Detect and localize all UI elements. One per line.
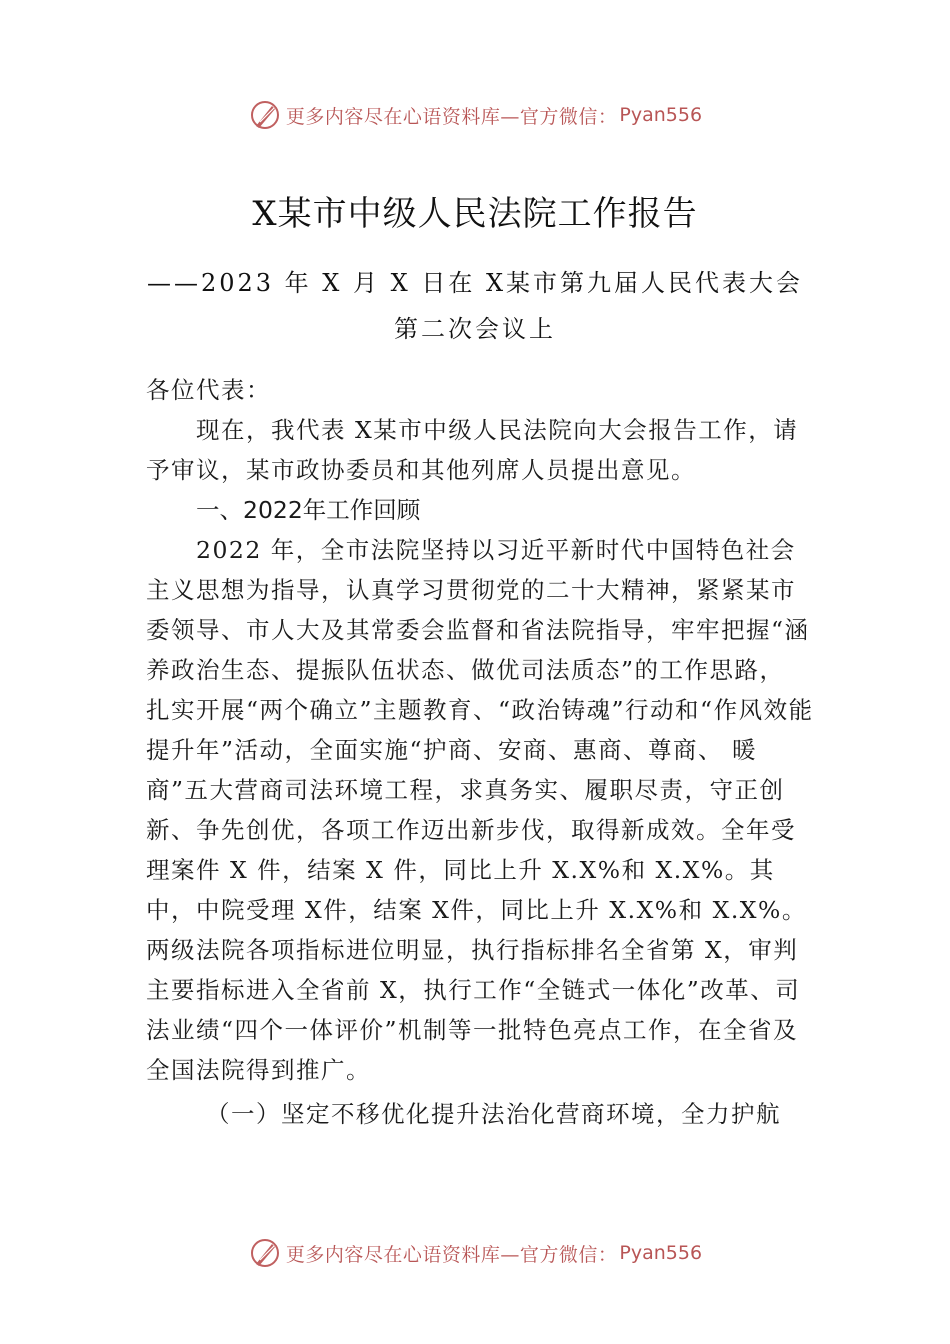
quill-logo-icon — [248, 98, 282, 132]
intro-paragraph: 现在，我代表 X某市中级人民法院向大会报告工作，请予审议，某市政协委员和其他列席人员提出意见。 — [146, 416, 799, 484]
document-title: X某市中级人民法院工作报告 — [252, 194, 698, 234]
subsection-heading: （一）坚定不移优化提升法治化营商环境，全力护航 — [206, 1100, 781, 1128]
footer-banner — [0, 1233, 950, 1273]
header-banner — [0, 95, 950, 135]
banner-wechat-id: Pyan556 — [619, 1242, 703, 1264]
banner-wechat-id: Pyan556 — [619, 104, 703, 126]
document-body — [146, 370, 814, 1134]
document-subtitle: ——2023 年 X 月 X 日在 X某市第九届人民代表大会第二次会议上 — [146, 269, 804, 343]
section-heading: 一、2022年工作回顾 — [196, 496, 421, 524]
salutation: 各位代表： — [146, 376, 271, 404]
banner-text: 更多内容尽在心语资料库—官方微信： — [285, 105, 618, 128]
body-paragraph: 2022 年，全市法院坚持以习近平新时代中国特色社会主义思想为指导，认真学习贯彻党的二十大精神，紧紧某市委领导、市人大及其常委会监督和省法院指导，牢牢把握“涵养政治生态、提振队伍状态、做优司法质态”的工作思路， 扎实开展“两个确立”主题教育、“政治铸魂”行动和“作风效能提升年”活动，全面实施“护商、安商、惠商、尊商、 暖商”五大营商司法环境工程，求真务实、履职尽责，守正创新、争先创优，各项工作迈出新步伐，取得新成效。全年受理案件 X 件，结案 X 件，同比上升 X.X%和 X.X%。其中，中院受理 X件，结案 X件，同比上升 X.X%和 X.X%。两级法院各项指标进位明显，执行指标排名全省第 X，审判主要指标进入全省前 X，执行工作“全链式一体化”改革、司法业绩“四个一体评价”机制等一批特色亮点工作，在全省及全国法院得到推广。 — [146, 536, 814, 1084]
quill-logo-icon — [248, 1236, 282, 1270]
banner-text: 更多内容尽在心语资料库—官方微信： — [285, 1243, 618, 1266]
